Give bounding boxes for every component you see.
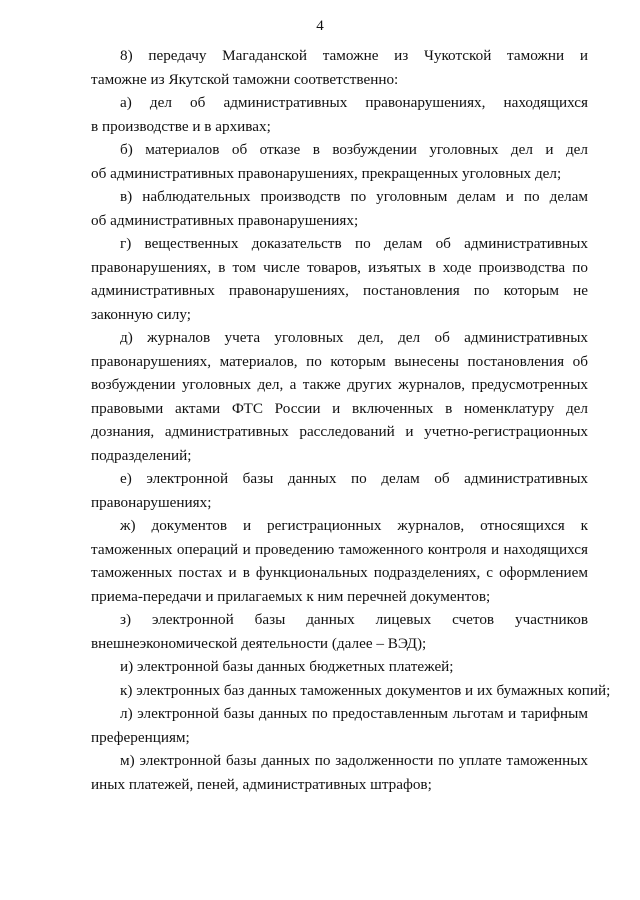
- paragraph-line: е) электронной базы данных по делам об административных: [120, 470, 588, 487]
- paragraph-line: л) электронной базы данных по предоставленным льготам и тарифным: [120, 705, 588, 722]
- paragraph-line: преференциям;: [91, 728, 190, 746]
- paragraph-line: и) электронной базы данных бюджетных платежей;: [120, 658, 454, 675]
- paragraph-line: административных правонарушениях, постановления по которым не: [91, 282, 588, 299]
- paragraph-line: приема-передачи и прилагаемых к ним перечней документов;: [91, 587, 491, 605]
- paragraph-k: [62, 679, 611, 703]
- page-number: 4: [316, 18, 324, 34]
- paragraph-d: [62, 326, 588, 467]
- paragraph-line: з) электронной базы данных лицевых счетов участников: [120, 611, 588, 628]
- paragraph-line: таможне из Якутской таможни соответственно:: [91, 70, 399, 88]
- paragraph-line: в производстве и в архивах;: [91, 117, 271, 135]
- paragraph-line: ж) документов и регистрационных журналов, относящихся к: [120, 517, 588, 534]
- paragraph-line: правовыми актами ФТС России и включенных в номенклатуру дел: [91, 399, 588, 417]
- paragraph-line: б) материалов об отказе в возбуждении уголовных дел и дел: [120, 141, 588, 158]
- paragraph-line: таможенных постах и в функциональных подразделениях, с оформлением: [91, 564, 588, 581]
- paragraph-line: к) электронных баз данных таможенных документов и их бумажных копий;: [120, 681, 611, 699]
- paragraph-line: г) вещественных доказательств по делам об административных: [120, 235, 588, 252]
- paragraph-line: правонарушениях, в том числе товаров, изъятых в ходе производства по: [91, 258, 588, 276]
- paragraph-z: [62, 608, 588, 655]
- paragraph-e: [62, 467, 588, 514]
- paragraph-line: таможенных операций и проведению таможенного контроля и находящихся: [91, 540, 588, 558]
- paragraph-b: [62, 138, 588, 185]
- paragraph-line: а) дел об административных правонарушениях, находящихся: [120, 94, 588, 111]
- paragraph-line: м) электронной базы данных по задолженности по уплате таможенных: [120, 752, 588, 769]
- paragraph-line: правонарушениях, материалов, по которым вынесены постановления об: [91, 352, 588, 370]
- paragraph-line: об административных правонарушениях, прекращенных уголовных дел;: [91, 164, 562, 182]
- paragraph-8: [62, 44, 588, 91]
- paragraph-line: возбуждении уголовных дел, а также других журналов, предусмотренных: [91, 376, 588, 393]
- paragraph-line: д) журналов учета уголовных дел, дел об административных: [120, 329, 588, 346]
- paragraph-line: правонарушениях;: [91, 493, 212, 511]
- paragraph-g: [62, 232, 588, 326]
- paragraph-line: 8) передачу Магаданской таможне из Чукотской таможни и: [120, 47, 588, 64]
- document-body: [62, 44, 611, 796]
- paragraph-v: [62, 185, 588, 232]
- paragraph-line: законную силу;: [91, 305, 191, 323]
- paragraph-zh: [62, 514, 588, 608]
- paragraph-line: подразделений;: [91, 446, 192, 464]
- paragraph-line: дознания, административных расследований и учетно-регистрационных: [91, 423, 588, 440]
- paragraph-line: в) наблюдательных производств по уголовным делам и по делам: [120, 188, 588, 205]
- paragraph-line: иных платежей, пеней, административных штрафов;: [91, 775, 432, 793]
- paragraph-i: [62, 655, 588, 679]
- paragraph-m: [62, 749, 588, 796]
- paragraph-a: [62, 91, 588, 138]
- paragraph-line: об административных правонарушениях;: [91, 211, 359, 229]
- paragraph-line: внешнеэкономической деятельности (далее – ВЭД);: [91, 634, 427, 652]
- paragraph-l: [62, 702, 588, 749]
